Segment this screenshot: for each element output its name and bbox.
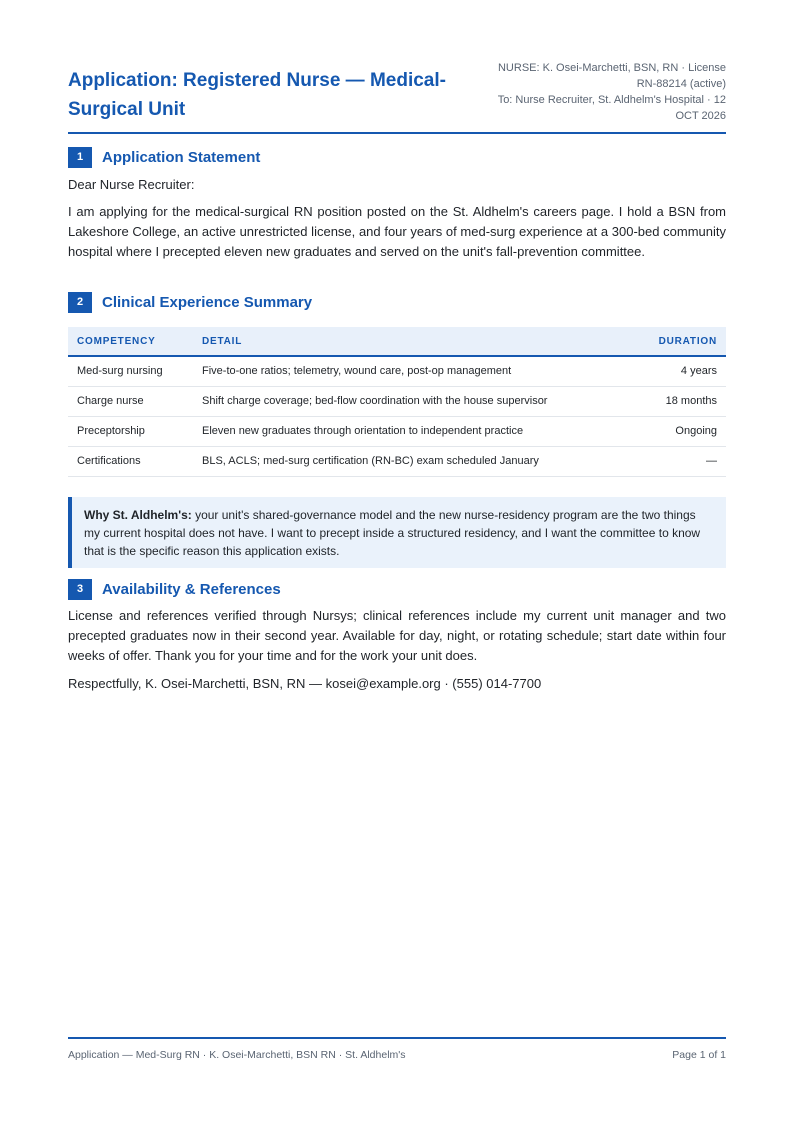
statement-body: I am applying for the medical-surgical RN position posted on the St. Aldhelm's careers page. I hold a BSN from Lakeshore College, an active unrestricted license, and four years of med-surg experience at a 300-bed community hospital where I precepted eleven new graduates and served on the unit's fall-prevention committee. (68, 204, 726, 259)
cell-detail: Shift charge coverage; bed-flow coordination with the house supervisor (193, 386, 606, 416)
signature-line: Respectfully, K. Osei-Marchetti, BSN, RN — kosei@example.org · (555) 014-7700 (68, 676, 542, 691)
recipient-date: To: Nurse Recruiter, St. Aldhelm's Hospital · 12 OCT 2026 (497, 94, 726, 122)
document-page (68, 0, 726, 1123)
cell-duration: 4 years (606, 356, 726, 386)
cell-detail: Five-to-one ratios; telemetry, wound care, post-op management (193, 356, 606, 386)
section-number: 2 (68, 292, 92, 313)
section-title: Application Statement (102, 148, 261, 166)
column-header-duration: DURATION (606, 327, 726, 356)
table-row (68, 416, 726, 446)
table-header-row (68, 327, 726, 356)
callout-text: your unit's shared-governance model and the new nurse-residency program are the two things my current hospital does not have. I want to precept inside a structured residency, and I want the committee to know that is the specific reason this application exists. (84, 508, 701, 558)
table-row (68, 356, 726, 386)
experience-table (68, 327, 726, 477)
cell-detail: BLS, ACLS; med-surg certification (RN-BC) exam scheduled January (193, 446, 606, 476)
column-header-detail: DETAIL (193, 327, 606, 356)
table-row (68, 386, 726, 416)
availability-body: License and references verified through Nursys; clinical references include my current unit manager and two precepted graduates now in their second year. Available for day, night, or rotating schedule; start date within four weeks of offer. Thank you for your time and for the work your unit does. (68, 608, 726, 663)
section-title: Availability & References (102, 580, 281, 598)
document-header (68, 60, 726, 134)
table-row (68, 446, 726, 476)
footer-left: Application — Med-Surg RN · K. Osei-Marchetti, BSN RN · St. Aldhelm's (68, 1049, 406, 1061)
section-number: 1 (68, 147, 92, 168)
page-footer (68, 1037, 726, 1061)
callout-lead: Why St. Aldhelm's: (84, 508, 192, 522)
cell-duration: 18 months (606, 386, 726, 416)
cell-competency: Med-surg nursing (68, 356, 193, 386)
salutation: Dear Nurse Recruiter: (68, 177, 195, 192)
section-title: Clinical Experience Summary (102, 293, 313, 311)
cell-competency: Preceptorship (68, 416, 193, 446)
cell-competency: Charge nurse (68, 386, 193, 416)
column-header-competency: COMPETENCY (68, 327, 193, 356)
section-number: 3 (68, 579, 92, 600)
section-heading-availability (68, 578, 281, 600)
nurse-credentials: NURSE: K. Osei-Marchetti, BSN, RN · License RN-88214 (active) (497, 62, 726, 90)
cell-duration: Ongoing (606, 416, 726, 446)
why-callout (68, 497, 726, 568)
cell-detail: Eleven new graduates through orientation to independent practice (193, 416, 606, 446)
page-title: Application: Registered Nurse — Medical-Surgical Unit (68, 70, 446, 120)
section-heading-experience (68, 291, 312, 313)
cell-duration: — (606, 446, 726, 476)
page-number: Page 1 of 1 (672, 1049, 726, 1061)
cell-competency: Certifications (68, 446, 193, 476)
header-meta (476, 60, 726, 124)
section-heading-statement (68, 146, 260, 168)
